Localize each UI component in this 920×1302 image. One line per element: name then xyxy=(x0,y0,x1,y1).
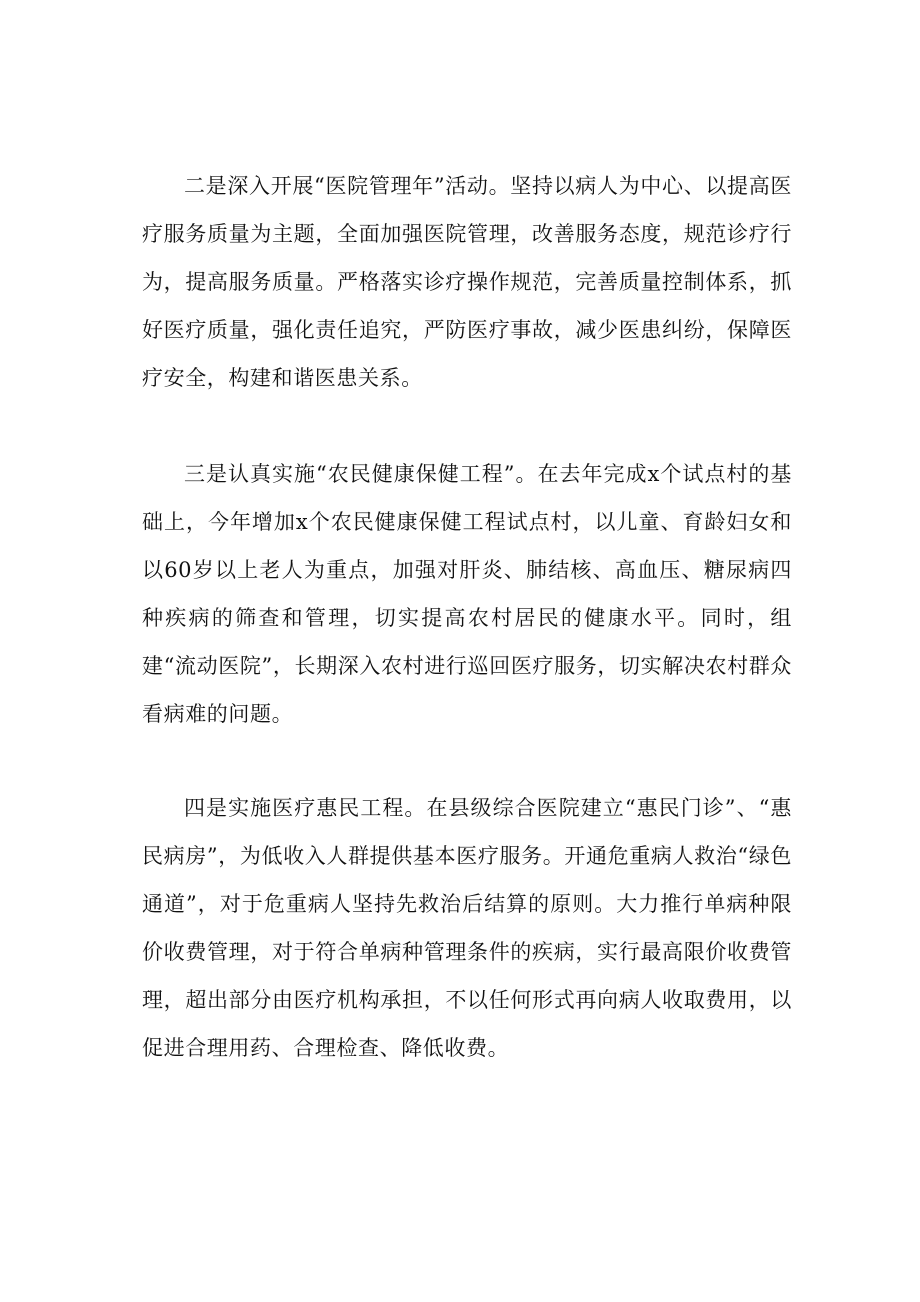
paragraph-hospital-management: 二是深入开展“医院管理年”活动。坚持以病人为中心、以提高医疗服务质量为主题，全面加强医院管理，改善服务态度，规范诊疗行为，提高服务质量。严格落实诊疗操作规范，完善质量控制体系，抓好医疗质量，强化责任追究，严防医疗事故，减少医患纠纷，保障医疗安全，构建和谐医患关系。 xyxy=(142,174,792,390)
paragraph-medical-benefit: 四是实施医疗惠民工程。在县级综合医院建立“惠民门诊”、“惠民病房”，为低收入人群提供基本医疗服务。开通危重病人救治“绿色通道”，对于危重病人坚持先救治后结算的原则。大力推行单病种限价收费管理，对于符合单病种管理条件的疾病，实行最高限价收费管理，超出部分由医疗机构承担，不以任何形式再向病人收取费用，以促进合理用药、合理检查、降低收费。 xyxy=(142,796,792,1060)
paragraph-farmer-health: 三是认真实施“农民健康保健工程”。在去年完成x个试点村的基础上，今年增加x个农民健康保健工程试点村，以儿童、育龄妇女和以60岁以上老人为重点，加强对肝炎、肺结核、高血压、糖尿病四种疾病的筛查和管理，切实提高农村居民的健康水平。同时，组建“流动医院”，长期深入农村进行巡回医疗服务，切实解决农村群众看病难的问题。 xyxy=(142,462,792,726)
